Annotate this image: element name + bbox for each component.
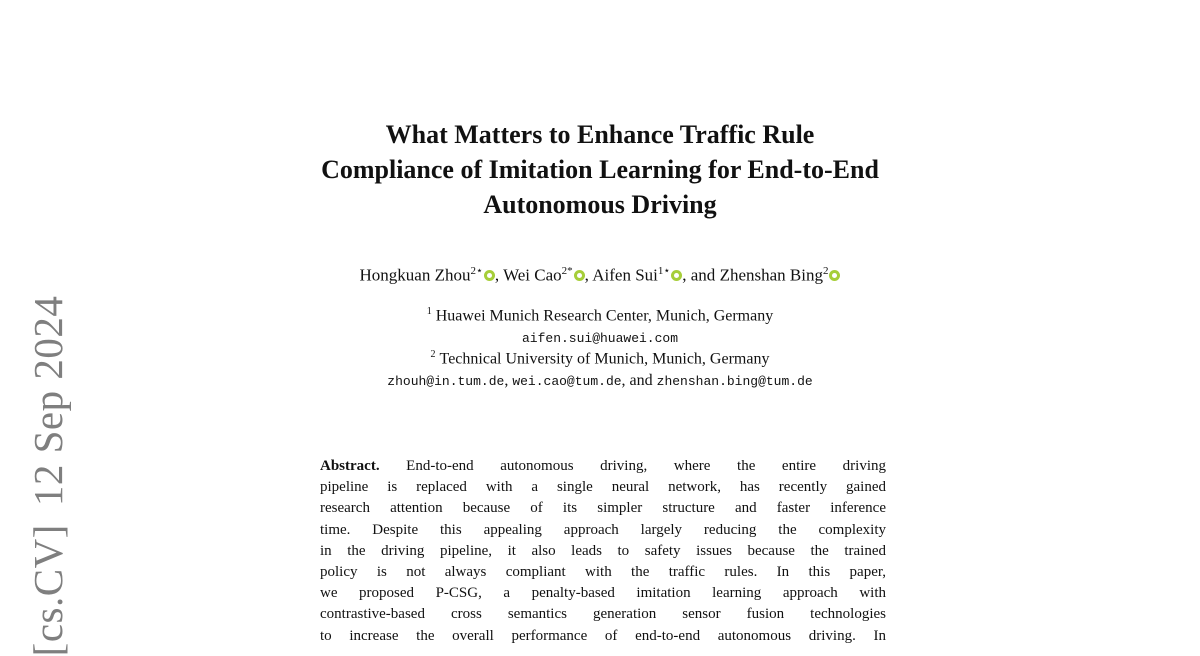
abstract-line bbox=[320, 456, 886, 477]
orcid-icon[interactable] bbox=[671, 270, 682, 281]
affiliation-name: Technical University of Munich, Munich, Germany bbox=[439, 350, 770, 368]
affiliation-name: Huawei Munich Research Center, Munich, Germany bbox=[435, 307, 774, 325]
abstract-line: contrastive-based cross semantics generation sensor fusion technologies bbox=[320, 606, 886, 623]
affiliation-number: 2 bbox=[430, 349, 436, 360]
author-name: Aifen Sui bbox=[592, 265, 658, 285]
affiliation-1 bbox=[200, 306, 1000, 325]
author-separator: , and bbox=[682, 265, 720, 285]
affiliation-2-emails bbox=[200, 372, 1000, 390]
affiliation-2 bbox=[200, 349, 1000, 368]
author-name: Zhenshan Bing bbox=[719, 265, 823, 285]
abstract-line: in the driving pipeline, it also leads to safety issues because the trained bbox=[320, 542, 886, 559]
author-mark: 2* bbox=[561, 265, 573, 277]
email-link[interactable]: aifen.sui@huawei.com bbox=[521, 331, 679, 346]
abstract-line: to increase the overall performance of end-to-end autonomous driving. In bbox=[320, 627, 886, 644]
paper-title bbox=[240, 117, 960, 222]
affiliation-number: 1 bbox=[426, 306, 432, 317]
affiliation-1-email bbox=[200, 331, 1000, 346]
abstract-label: Abstract. bbox=[320, 458, 380, 474]
email-link[interactable]: zhouh@in.tum.de bbox=[387, 374, 505, 389]
abstract-line: time. Despite this appealing approach largely reducing the complexity bbox=[320, 521, 886, 538]
abstract-line: we proposed P-CSG, a penalty-based imitation learning approach with bbox=[320, 585, 886, 602]
abstract-line: policy is not always compliant with the traffic rules. In this paper, bbox=[320, 563, 886, 580]
title-line: What Matters to Enhance Traffic Rule bbox=[385, 120, 815, 149]
arxiv-stamp bbox=[24, 296, 72, 656]
orcid-icon[interactable] bbox=[484, 270, 495, 281]
email-separator: , and bbox=[621, 372, 657, 389]
author-list bbox=[200, 264, 1000, 286]
arxiv-date: 12 Sep 2024 bbox=[25, 295, 71, 507]
title-line: Autonomous Driving bbox=[483, 190, 717, 219]
arxiv-category: [cs.CV] bbox=[25, 524, 71, 656]
abstract-line: pipeline is replaced with a single neural network, has recently gained bbox=[320, 479, 886, 496]
email-separator: , bbox=[504, 372, 513, 389]
email-link[interactable]: zhenshan.bing@tum.de bbox=[656, 374, 813, 389]
email-link[interactable]: wei.cao@tum.de bbox=[512, 374, 622, 389]
orcid-icon[interactable] bbox=[574, 270, 585, 281]
abstract-text: End-to-end autonomous driving, where the entire driving bbox=[379, 458, 886, 474]
title-line: Compliance of Imitation Learning for End-to-End bbox=[321, 155, 879, 184]
author-mark: 1⋆ bbox=[657, 265, 671, 277]
author-separator: , bbox=[494, 265, 504, 285]
author-mark: 2 bbox=[822, 265, 829, 277]
author-name: Wei Cao bbox=[503, 265, 562, 285]
orcid-icon[interactable] bbox=[829, 270, 840, 281]
author-name: Hongkuan Zhou bbox=[359, 265, 471, 285]
author-mark: 2⋆ bbox=[470, 265, 483, 277]
abstract bbox=[320, 456, 886, 647]
abstract-line: research attention because of its simpler structure and faster inference bbox=[320, 500, 886, 517]
author-separator: , bbox=[584, 265, 593, 285]
